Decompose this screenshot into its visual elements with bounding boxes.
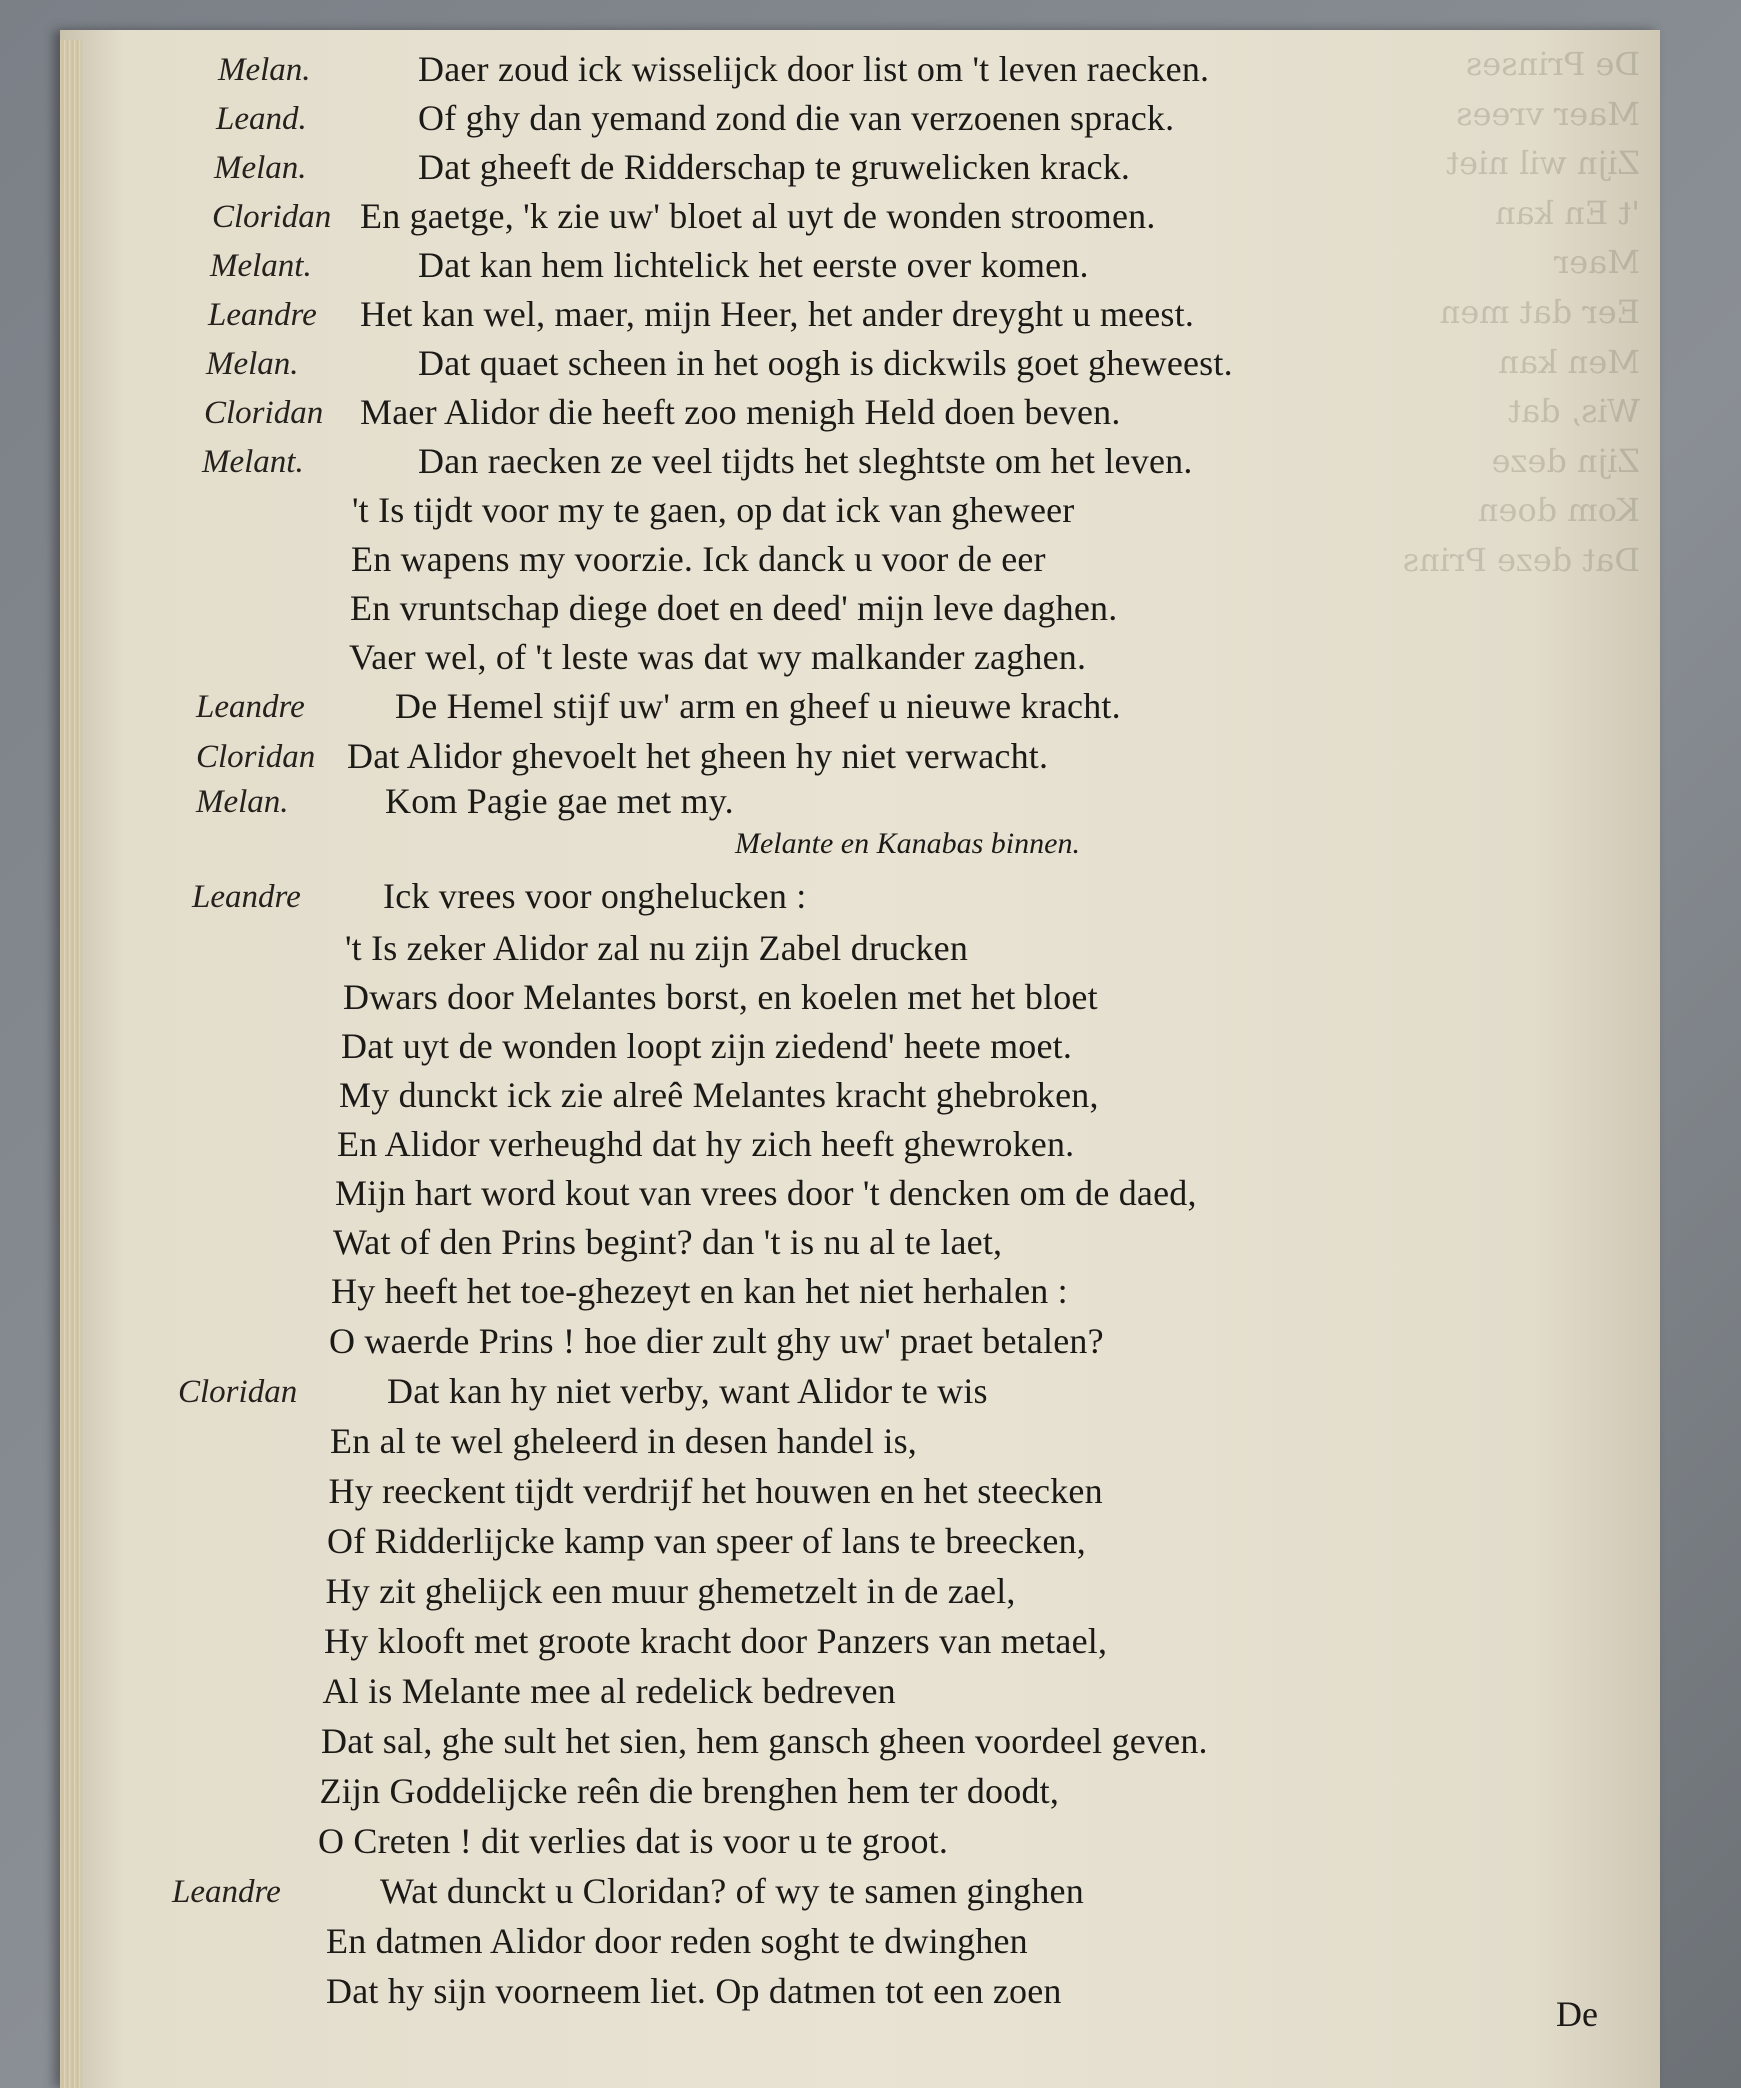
verse-line: O waerde Prins ! hoe dier zult ghy uw' praet betalen? bbox=[329, 1321, 1104, 1361]
bleed-through-text: De Prinses Maer vrees Zijn wil niet 't En kan Maer Eer dat men Men kan Wis, dat Zijn deze Kom doen Dat deze Prins bbox=[1402, 45, 1640, 579]
speaker-name: Cloridan bbox=[196, 739, 316, 775]
verse-line: Hy reeckent tijdt verdrijf het houwen en het steecken bbox=[328, 1471, 1103, 1511]
speaker-name: Melant. bbox=[210, 248, 312, 284]
verse-line: En gaetge, 'k zie uw' bloet al uyt de wonden stroomen. bbox=[360, 196, 1156, 236]
verse-line: Kom Pagie gae met my. bbox=[385, 781, 734, 821]
verse-line: Wat dunckt u Cloridan? of wy te samen ginghen bbox=[380, 1871, 1084, 1911]
verse-line: Dat quaet scheen in het oogh is dickwils goet gheweest. bbox=[418, 343, 1233, 383]
verse-line: Hy zit ghelijck een muur ghemetzelt in de zael, bbox=[325, 1571, 1016, 1611]
verse-line: Dat hy sijn voorneem liet. Op datmen tot een zoen bbox=[326, 1971, 1062, 2011]
verse-line: Hy heeft het toe-ghezeyt en kan het niet herhalen : bbox=[331, 1271, 1068, 1311]
speaker-name: Cloridan bbox=[178, 1374, 298, 1410]
verse-line: Zijn Goddelijcke reên die brenghen hem ter doodt, bbox=[319, 1771, 1060, 1811]
verse-line: Dat sal, ghe sult het sien, hem gansch gheen voordeel geven. bbox=[321, 1721, 1208, 1761]
verse-line: En al te wel gheleerd in desen handel is, bbox=[330, 1421, 917, 1461]
verse-line: Het kan wel, maer, mijn Heer, het ander dreyght u meest. bbox=[360, 294, 1195, 334]
catchword: De bbox=[1556, 1994, 1598, 2034]
verse-line: Ick vrees voor onghelucken : bbox=[383, 876, 807, 916]
verse-line: En datmen Alidor door reden soght te dwinghen bbox=[326, 1921, 1028, 1961]
stage-direction: Melante en Kanabas binnen. bbox=[735, 827, 1080, 860]
verse-line: Hy klooft met groote kracht door Panzers van metael, bbox=[324, 1621, 1108, 1661]
verse-line: En Alidor verheughd dat hy zich heeft ghewroken. bbox=[337, 1124, 1075, 1164]
speaker-name: Leandre bbox=[192, 879, 301, 915]
speaker-name: Leandre bbox=[208, 297, 317, 333]
verse-line: Of Ridderlijcke kamp van speer of lans te breecken, bbox=[327, 1521, 1086, 1561]
verse-line: En wapens my voorzie. Ick danck u voor de eer bbox=[351, 539, 1046, 579]
verse-line: Dat kan hem lichtelick het eerste over komen. bbox=[418, 245, 1089, 285]
verse-line: Dat uyt de wonden loopt zijn ziedend' heete moet. bbox=[341, 1026, 1073, 1066]
speaker-name: Melant. bbox=[202, 444, 304, 480]
verse-line: Of ghy dan yemand zond die van verzoenen sprack. bbox=[418, 98, 1175, 138]
verse-line: Al is Melante mee al redelick bedreven bbox=[322, 1671, 896, 1711]
speaker-name: Melan. bbox=[206, 346, 299, 382]
speaker-name: Leandre bbox=[172, 1874, 281, 1910]
page-edge bbox=[60, 40, 82, 2088]
verse-line: Dat gheeft de Ridderschap te gruwelicken krack. bbox=[418, 147, 1131, 187]
verse-line: Maer Alidor die heeft zoo menigh Held doen beven. bbox=[360, 392, 1121, 432]
verse-line: Dwars door Melantes borst, en koelen met het bloet bbox=[343, 977, 1098, 1017]
speaker-name: Leandre bbox=[196, 689, 305, 725]
speaker-name: Melan. bbox=[218, 52, 311, 88]
verse-line: Mijn hart word kout van vrees door 't dencken om de daed, bbox=[335, 1173, 1197, 1213]
verse-line: Dat kan hy niet verby, want Alidor te wis bbox=[387, 1371, 988, 1411]
verse-line: Daer zoud ick wisselijck door list om 't leven raecken. bbox=[418, 49, 1210, 89]
verse-line: En vruntschap diege doet en deed' mijn leve daghen. bbox=[350, 588, 1118, 628]
verse-line: My dunckt ick zie alreê Melantes kracht ghebroken, bbox=[339, 1075, 1099, 1115]
verse-line: Wat of den Prins begint? dan 't is nu al te laet, bbox=[333, 1222, 1003, 1262]
speaker-name: Cloridan bbox=[204, 395, 324, 431]
verse-line: De Hemel stijf uw' arm en gheef u nieuwe kracht. bbox=[395, 686, 1121, 726]
speaker-name: Leand. bbox=[216, 101, 307, 137]
verse-line: 't Is zeker Alidor zal nu zijn Zabel drucken bbox=[345, 928, 969, 968]
verse-line: Vaer wel, of 't leste was dat wy malkander zaghen. bbox=[349, 637, 1087, 677]
verse-line: 't Is tijdt voor my te gaen, op dat ick van gheweer bbox=[352, 490, 1075, 530]
speaker-name: Melan. bbox=[196, 784, 289, 820]
speaker-name: Melan. bbox=[214, 150, 307, 186]
verse-line: Dan raecken ze veel tijdts het sleghtste om het leven. bbox=[418, 441, 1193, 481]
verse-line: O Creten ! dit verlies dat is voor u te groot. bbox=[318, 1821, 949, 1861]
speaker-name: Cloridan bbox=[212, 199, 332, 235]
verse-line: Dat Alidor ghevoelt het gheen hy niet verwacht. bbox=[347, 736, 1049, 776]
